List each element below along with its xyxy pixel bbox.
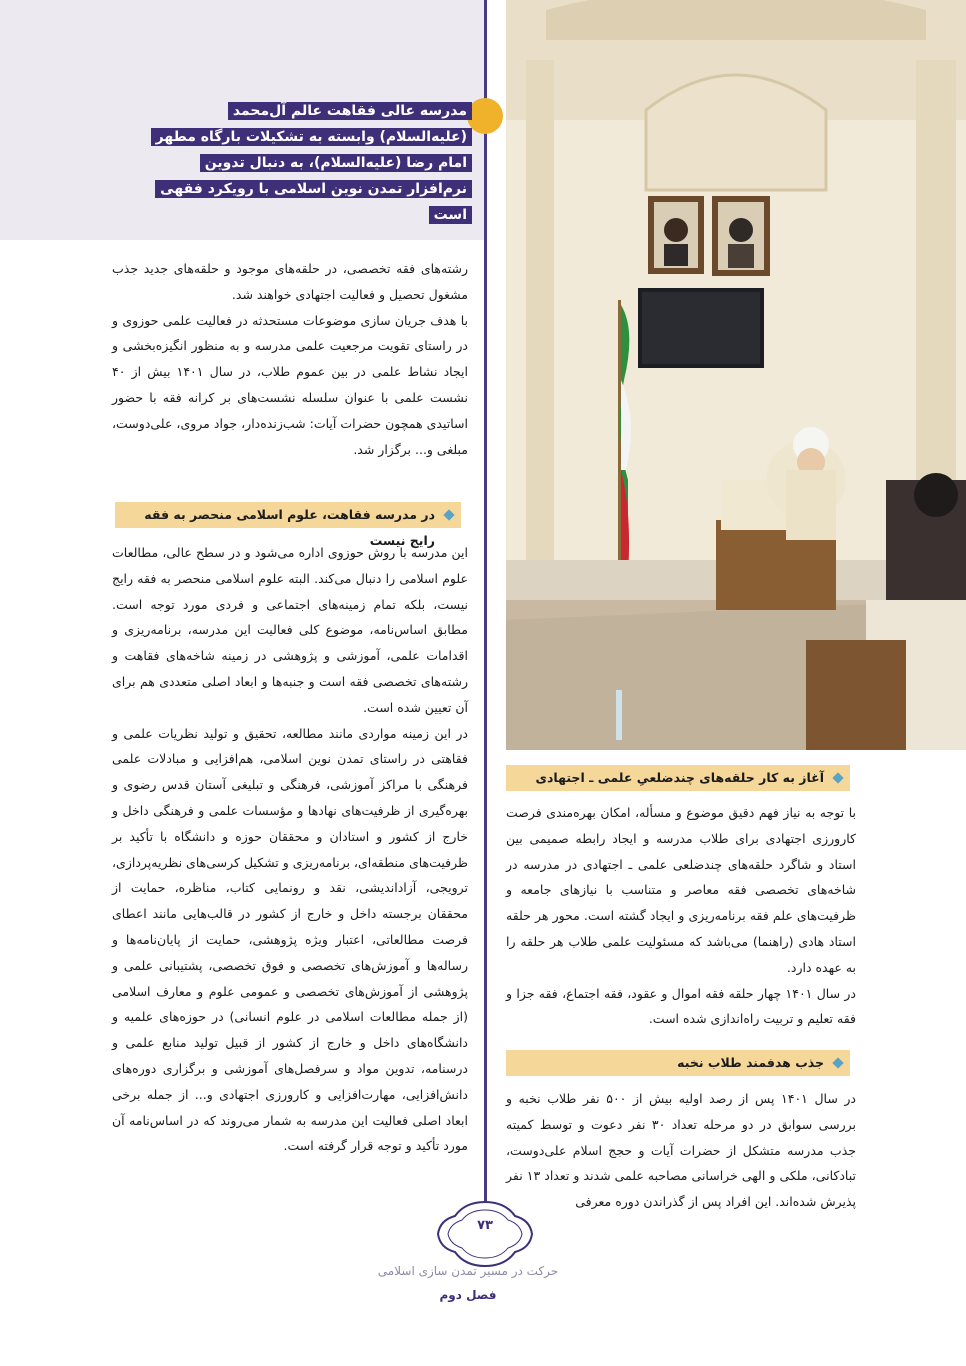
footer-title: حرکت در مسیر تمدن سازی اسلامی xyxy=(377,1264,559,1278)
paragraph: رشته‌های فقه تخصصی، در حلقه‌های موجود و حلقه‌های جدید جذب مشغول تحصیل و فعالیت اجتهادی خواهند شد. xyxy=(112,261,468,302)
diamond-bullet-icon xyxy=(832,1057,844,1069)
section-heading-text: جذب هدفمند طلاب نخبه xyxy=(677,1055,824,1070)
pull-quote-text: مدرسه عالی فقاهت عالم آل‌محمد (علیه‌السلام) وابسته به تشکیلات بارگاه مطهر امام رضا (علیه‌السلام)، به دنبال تدوین نرم‌افزار تمدن نوین اسلامی با رویکرد فقهی است xyxy=(151,102,472,224)
meeting-photo-illustration xyxy=(506,0,966,750)
pull-quote xyxy=(150,98,472,228)
paragraph: با هدف جریان سازی موضوعات مستحدثه در فعالیت علمی حوزوی و در راستای تقویت مرجعیت علمی مدرسه و به منظور انگیزه‌بخشی و ایجاد نشاط علمی در بین عموم طلاب، در سال ۱۴۰۱ بیش از ۴۰ نشست علمی با عنوان سلسله نشست‌های بر کرانه فقه با حضور اساتیدی همچون حضرات آیات: شب‌زنده‌دار، جواد مروی، علی‌دوست، مبلغی و... برگزار شد. xyxy=(112,312,468,457)
meeting-photo xyxy=(506,0,966,750)
section-heading-text: آغاز به کار حلقه‌های چندضلعیِ علمی ـ اجتهادی xyxy=(535,770,824,785)
footer-chapter: فصل دوم xyxy=(439,1288,497,1302)
vertical-divider xyxy=(484,0,487,1210)
section-heading-circles xyxy=(506,765,850,791)
section-heading-fiqh xyxy=(115,502,461,548)
quote-marker-dot xyxy=(467,98,503,134)
diamond-bullet-icon xyxy=(832,772,844,784)
paragraph: در سال ۱۴۰۱ چهار حلقه فقه اموال و عقود، فقه اجتماع، فقه جزا و فقه تعلیم و تربیت راه‌اندازی شده است. xyxy=(506,985,856,1027)
left-column-body xyxy=(112,540,468,1159)
right-column-body-2 xyxy=(506,1086,856,1215)
section-heading-text: در مدرسه فقاهت، علوم اسلامی منحصر به فقه رایج نیست xyxy=(144,507,435,548)
page-number-ornament xyxy=(430,1198,540,1270)
section-heading-recruitment xyxy=(506,1050,850,1076)
page-number: ۷۳ xyxy=(477,1218,493,1233)
diamond-bullet-icon xyxy=(443,509,455,521)
left-column-intro xyxy=(112,256,468,462)
paragraph: این مدرسه با روش حوزوی اداره می‌شود و در سطح عالی، مطالعات علوم اسلامی را دنبال می‌کند. البته علوم اسلامی منحصر به فقه رایج نیست، بلکه تمام زمینه‌های اجتماعی و فردی مورد توجه است. مطابق اساس‌نامه، موضوع کلی فعالیت این مدرسه، برنامه‌ریزی و اقدامات علمی، آموزشی و پژوهشی در زمینه شاخه‌های فقاهت و رشته‌های تخصصی فقه است و جنبه‌ها و ابعاد اصلی متعددی هم برای آن تعیین شده است. xyxy=(112,545,468,715)
paragraph: با توجه به نیاز فهم دقیق موضوع و مسأله، امکان بهره‌مندی فرصت کارورزی اجتهادی برای طلاب مدرسه و ایجاد رابطه صمیمی بین استاد و شاگرد حلقه‌های چندضلعی علمی ـ اجتهادی در مدرسه در شاخه‌های تخصصی فقه معاصر و متناسب با نیازهای جامعه و ظرفیت‌های علم فقه برنامه‌ریزی و ایجاد گشته است. محور هر حلقه استاد هادی (راهنما) می‌باشد که مسئولیت علمی طلاب هر حلقه را به عهده دارد. xyxy=(506,805,856,975)
paragraph: در سال ۱۴۰۱ پس از رصد اولیه بیش از ۵۰۰ نفر طلاب نخبه و بررسی سوابق در دو مرحله تعداد ۳۰ نفر دعوت و توسط کمیته جذب مدرسه متشکل از حضرات آیات و حجج اسلام علی‌دوست، تبادکانی، ملکی و الهی خراسانی مصاحبه علمی شدند و تعداد ۱۳ نفر پذیرش شده‌اند. این افراد پس از گذراندن دوره معرفی xyxy=(506,1091,857,1210)
right-column-body-1 xyxy=(506,800,856,1032)
paragraph: در این زمینه مواردی مانند مطالعه، تحقیق و تولید نظریات علمی و فقاهتی در راستای تمدن نوین اسلامی، هم‌افزایی و مبادلات علمی فرهنگی با مراکز آموزشی، فرهنگی و تبلیغی آستان قدس رضوی و بهره‌گیری از ظرفیت‌های نهادها و مؤسسات علمی و فرهنگی داخل و خارج از کشور و استادان و محققان حوزه و دانشگاه با تأکید بر ظرفیت‌های منطقه‌ای، برنامه‌ریزی و تشکیل کرسی‌های نظریه‌پردازی، ترویجی، آزاداندیشی، نقد و رونمایی کتاب، مناظره، حمایت از محققان برجسته داخل و خارج از کشور در قالب‌هایی مانند اعطای فرصت مطالعاتی، اعتبار ویژه پژوهشی، حمایت از پایان‌نامه‌ها و رساله‌ها و آموزش‌های تخصصی و فوق تخصصی، پشتیبانی علمی و پژوهشی از آموزش‌های تخصصی و عمومی علوم و معارف اسلامی (از جمله مطالعات اسلامی در علوم انسانی) در حوزه‌های علمیه و دانشگاه‌های داخل و خارج از کشور از قبیل تولید منابع علمی و درسنامه، تدوین مواد و سرفصل‌های آموزشی و برگزاری دوره‌های دانش‌افزایی، مهارت‌افزایی و کارورزی اجتهادی و... از جمله برخی ابعاد اصلی فعالیت این مدرسه به شمار می‌روند که در اساس‌نامه آن مورد تأکید و توجه قرار گرفته است. xyxy=(112,725,468,1154)
